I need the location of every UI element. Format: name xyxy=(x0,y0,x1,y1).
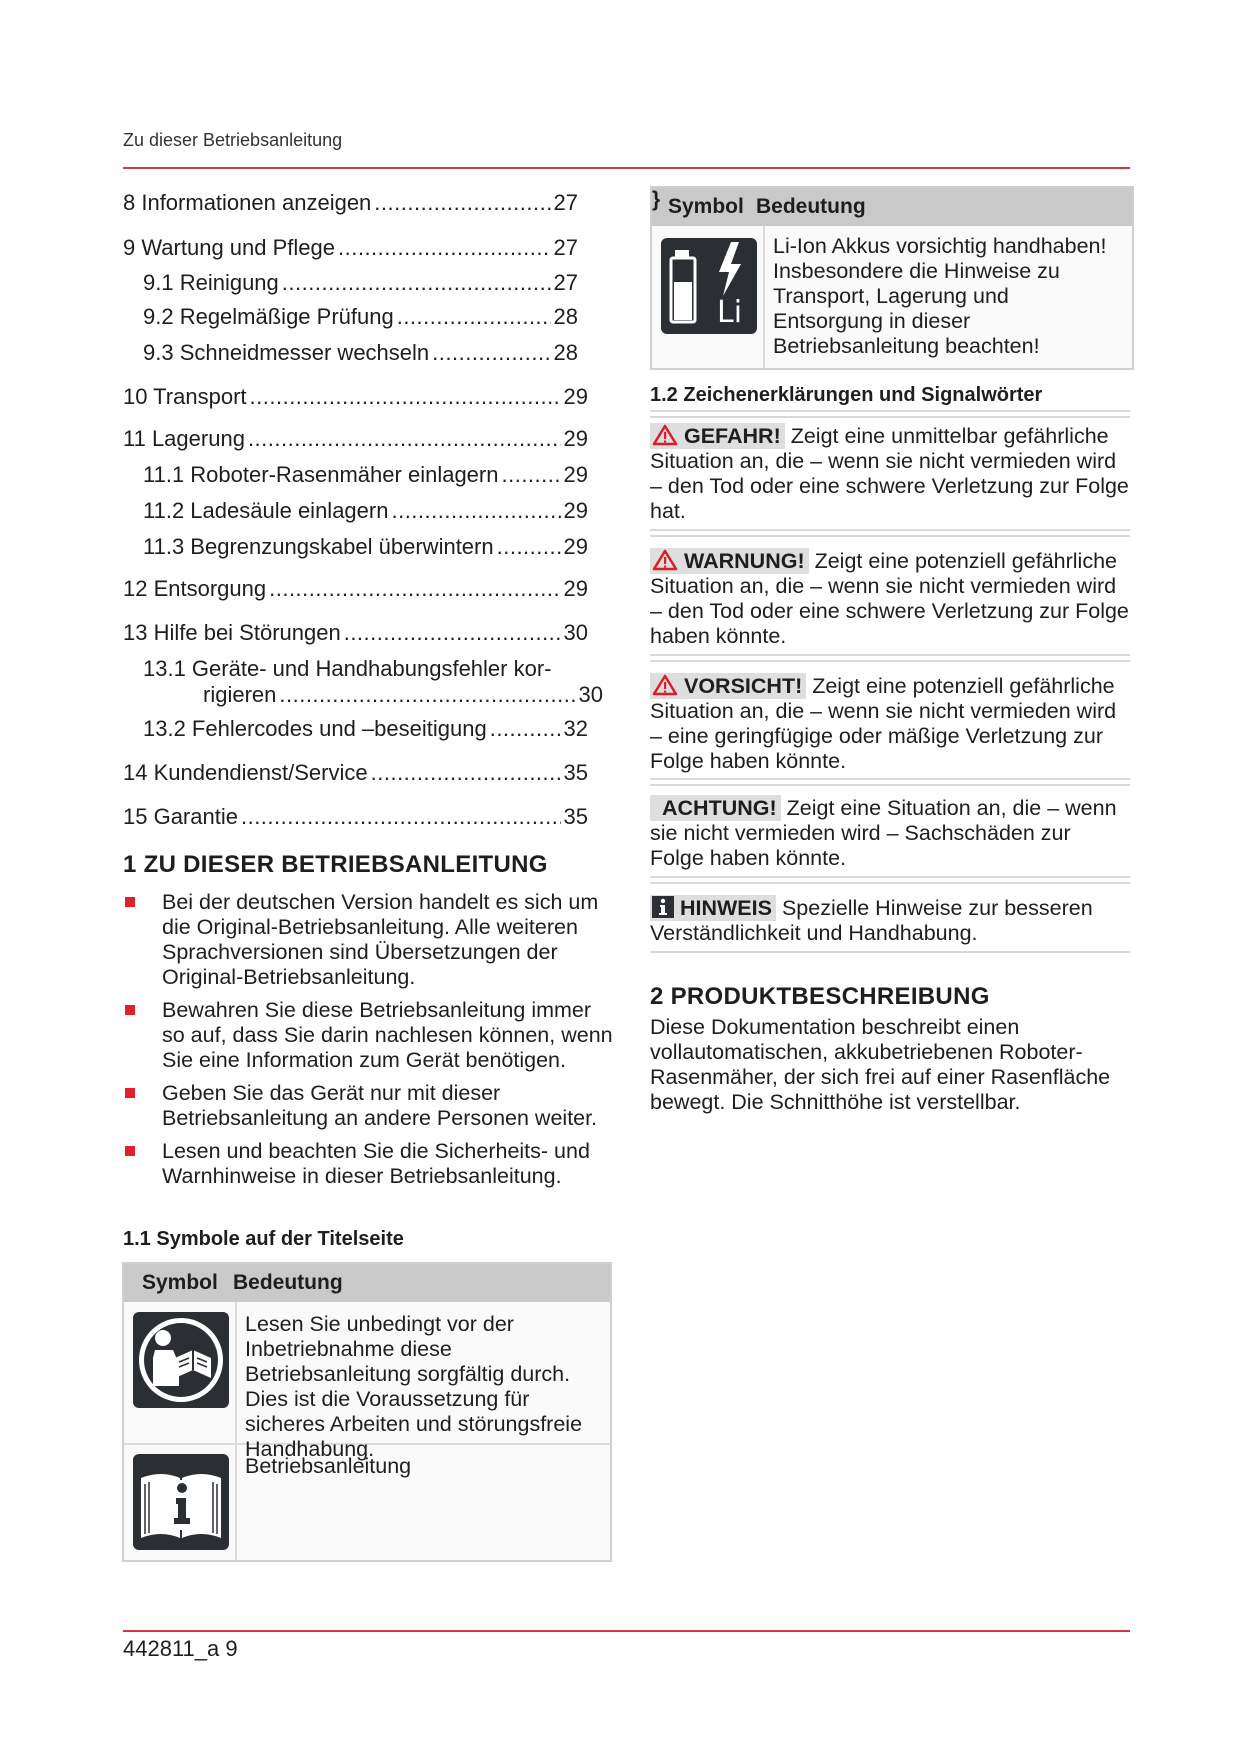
signal-text: Spezielle Hinweise zur besseren Verständlichkeit und Handhabung. xyxy=(650,896,1093,945)
warning-triangle-icon xyxy=(652,674,678,696)
signal-hinweis xyxy=(650,896,1130,946)
toc-entry-page: 29 xyxy=(563,576,588,601)
toc-entry[interactable] xyxy=(123,426,588,452)
toc-entry[interactable] xyxy=(123,804,588,830)
signal-keyword: WARNUNG! xyxy=(650,548,809,574)
signal-text: Zeigt eine Situation an, die – wenn sie nicht vermieden wird – Sachschäden zur Folge haben könnte. xyxy=(650,796,1117,870)
warning-triangle-icon xyxy=(652,424,678,446)
toc-entry[interactable] xyxy=(123,384,588,410)
footer-rule xyxy=(123,1630,1130,1632)
table-cell-meaning: Li-Ion Akkus vorsichtig handhaben! Insbesondere die Hinweise zu Transport, Lagerung und Entsorgung in dieser Betriebsanleitung beachten! xyxy=(773,234,1107,358)
li-label: Li xyxy=(717,295,743,330)
bullet-item: Bewahren Sie diese Betriebsanleitung immer so auf, dass Sie darin nachlesen können, wenn Sie eine Information zum Gerät benötigen. xyxy=(123,998,613,1073)
toc-entry[interactable] xyxy=(123,190,578,216)
col-symbol-header: Symbol xyxy=(668,195,744,218)
signal-keyword: VORSICHT! xyxy=(650,673,806,699)
signal-keyword: GEFAHR! xyxy=(650,423,785,449)
footer-doc-code: 442811_a xyxy=(123,1636,220,1661)
toc-entry-label: 15 Garantie xyxy=(123,804,238,829)
toc-entry[interactable] xyxy=(143,498,588,524)
toc-entry-page: 29 xyxy=(563,498,588,523)
toc-entry-page: 28 xyxy=(553,340,578,365)
symbols-table-battery xyxy=(650,186,1134,370)
table-header: Symbol Bedeutung } xyxy=(652,188,1132,226)
toc-entry-page: 32 xyxy=(563,716,588,741)
toc-entry-label: 9 Wartung und Pflege xyxy=(123,235,335,260)
subsection-1-1-heading: 1.1 Symbole auf der Titelseite xyxy=(123,1228,404,1250)
signal-keyword: ACHTUNG! xyxy=(650,795,781,821)
toc-entry-label: 14 Kundendienst/Service xyxy=(123,760,368,785)
signal-text: Zeigt eine potenziell gefährliche Situation an, die – wenn sie nicht vermieden wird – den Tod oder eine schwere Verletzung zur Folge haben könnte. xyxy=(650,549,1129,648)
toc-entry[interactable] xyxy=(143,462,588,488)
section-1-heading: 1 ZU DIESER BETRIEBSANLEITUNG xyxy=(123,851,548,878)
warning-triangle-icon xyxy=(652,549,678,571)
col-symbol-header: Symbol xyxy=(142,1271,218,1294)
toc-entry-label: 9.1 Reinigung xyxy=(143,270,279,295)
toc-entry[interactable] xyxy=(123,760,588,786)
running-header: Zu dieser Betriebsanleitung xyxy=(123,130,343,150)
header-rule xyxy=(123,167,1130,169)
signal-gefahr xyxy=(650,424,1130,524)
toc-entry[interactable] xyxy=(143,716,588,742)
toc-entry[interactable] xyxy=(123,235,578,261)
toc-entry-page: 29 xyxy=(563,426,588,451)
signal-vorsicht xyxy=(650,674,1130,774)
toc-entry[interactable] xyxy=(143,304,578,330)
signal-text: Zeigt eine unmittelbar gefährliche Situation an, die – wenn sie nicht vermieden wird – den Tod oder eine schwere Verletzung zur Folge hat. xyxy=(650,424,1129,523)
read-manual-icon xyxy=(133,1312,229,1408)
toc-entry-label: 9.3 Schneidmesser wechseln xyxy=(143,340,430,365)
signal-warnung xyxy=(650,549,1130,649)
li-ion-battery-icon xyxy=(661,238,757,334)
signal-text: Zeigt eine potenziell gefährliche Situation an, die – wenn sie nicht vermieden wird – eine geringfügige oder mäßige Verletzung zur Folge haben könnte. xyxy=(650,674,1117,773)
col-meaning-header: Bedeutung xyxy=(233,1271,343,1294)
toc-entry-page: 27 xyxy=(553,270,578,295)
toc-entry-line1[interactable] xyxy=(143,656,588,682)
bullet-item: Lesen und beachten Sie die Sicherheits- und Warnhinweise in dieser Betriebsanleitung. xyxy=(123,1139,613,1189)
bullet-item: Geben Sie das Gerät nur mit dieser Betriebsanleitung an andere Personen weiter. xyxy=(123,1081,613,1131)
toc-entry-label: 9.2 Regelmäßige Prüfung xyxy=(143,304,394,329)
section-1-bullets xyxy=(123,890,613,1197)
footer xyxy=(123,1636,238,1662)
toc-entry-label: 11 Lagerung xyxy=(123,426,245,451)
section-2-text: Diese Dokumentation beschreibt einen vollautomatischen, akkubetriebenen Roboter-Rasenmäher, der sich frei auf einer Rasenfläche bewegt. Die Schnitthöhe ist verstellbar. xyxy=(650,1015,1111,1114)
toc-entry-label: 13.2 Fehlercodes und –beseitigung xyxy=(143,716,487,741)
table-header xyxy=(124,1264,610,1302)
toc-entry-label: 13 Hilfe bei Störungen xyxy=(123,620,341,645)
table-cell-meaning: Lesen Sie unbedingt vor der Inbetriebnahme diese Betriebsanleitung sorgfältig durch. Dies ist die Voraussetzung für sicheres Arbeiten und störungsfreie Handhabung. xyxy=(245,1312,583,1461)
toc-entry[interactable] xyxy=(143,534,588,560)
toc-entry[interactable] xyxy=(123,576,588,602)
toc-entry-label: 13.1 Geräte- und Handhabungsfehler kor- xyxy=(143,656,552,681)
toc-entry-page: 28 xyxy=(553,304,578,329)
subsection-1-2-heading: 1.2 Zeichenerklärungen und Signalwörter xyxy=(650,384,1043,406)
signal-keyword: HINWEIS xyxy=(650,895,776,921)
toc-entry-page: 30 xyxy=(563,620,588,645)
section-2-heading: 2 PRODUKTBESCHREIBUNG xyxy=(650,983,990,1010)
toc-entry-label: 12 Entsorgung xyxy=(123,576,267,601)
toc-entry-page: 27 xyxy=(553,235,578,260)
table-cell-meaning: Betriebsanleitung xyxy=(245,1454,412,1478)
toc-entry-label: 11.1 Roboter-Rasenmäher einlagern xyxy=(143,462,499,487)
toc-entry[interactable] xyxy=(123,620,588,646)
signal-achtung xyxy=(650,796,1130,871)
toc-entry-label: 11.3 Begrenzungskabel überwintern xyxy=(143,534,494,559)
toc-entry-page: 29 xyxy=(563,534,588,559)
toc-entry-page: 30 xyxy=(578,682,603,707)
info-icon xyxy=(652,896,674,918)
bullet-item: Bei der deutschen Version handelt es sich um die Original-Betriebsanleitung. Alle weiteren Sprachversionen sind Übersetzungen der Original-Betriebsanleitung. xyxy=(123,890,613,990)
toc-entry-label: 11.2 Ladesäule einlagern xyxy=(143,498,389,523)
footer-page-number: 9 xyxy=(225,1636,238,1661)
toc-entry-label: 10 Transport xyxy=(123,384,247,409)
toc-entry-page: 29 xyxy=(563,384,588,409)
col-meaning-header: Bedeutung xyxy=(756,195,866,218)
toc-entry-page: 35 xyxy=(563,804,588,829)
toc-entry-label: rigieren xyxy=(203,682,277,707)
toc-entry-label: 8 Informationen anzeigen xyxy=(123,190,372,215)
toc-entry[interactable] xyxy=(203,682,603,708)
toc-entry[interactable] xyxy=(143,270,578,296)
toc-entry-page: 35 xyxy=(563,760,588,785)
toc-entry[interactable] xyxy=(143,340,578,366)
toc-entry-page: 27 xyxy=(553,190,578,215)
toc-entry-page: 29 xyxy=(563,462,588,487)
manual-info-icon xyxy=(133,1454,229,1550)
symbols-table-title-page xyxy=(122,1262,612,1562)
